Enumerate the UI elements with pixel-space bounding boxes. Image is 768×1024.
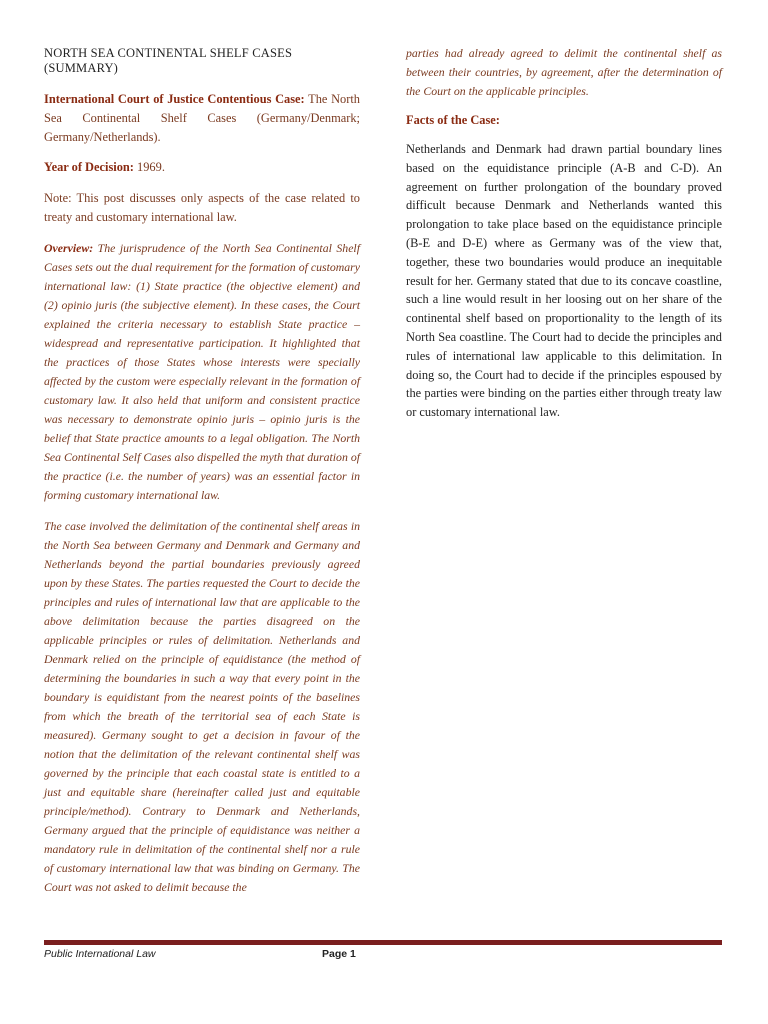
overview-paragraph (44, 239, 360, 505)
year-value: 1969. (133, 160, 165, 175)
left-column (44, 44, 360, 909)
year-label: Year of Decision: (44, 160, 134, 175)
overview-label: Overview: (44, 240, 94, 255)
facts-paragraph: Netherlands and Denmark had drawn partial boundary lines based on the equidistance principle (A-B and C-D). An agreement on further prolongation of the boundary proved difficult because Denmark and Netherlands wanted this prolongation to take place based on the equidistance principle (B-E and D-E) where as Germany was of the view that, together, these two boundaries would produce an inequitable result for her. Germany stated that due to its concave coastline, such a line would result in her loosing out on her share of the continental shelf based on proportionality to the length of its North Sea coastline. The Court had to decide the principles and rules of international law applicable to this delimitation. In doing so, the Court had to decide if the principles espoused by the parties were binding on the parties either through treaty law or customary international law. (406, 142, 722, 420)
footer-divider (44, 940, 722, 945)
case-paragraph: The case involved the delimitation of the continental shelf areas in the North Sea between Germany and Denmark and Germany and Netherlands beyond the partial boundaries previously agreed upon by these States. The parties requested the Court to decide the principles and rules of international law that are applicable to the above delimitation because the parties disagreed on the applicable principles or rules of delimitation. Netherlands and Denmark relied on the principle of equidistance (the method of determining the boundaries in such a way that every point in the boundary is equidistant from the nearest points of the baselines from which the breath of the territorial sea of each State is measured). Germany sought to get a decision in favour of the notion that the delimitation of the relevant continental shelf was governed by the principle that each coastal state is entitled to a just and equitable share (hereinafter called just and equitable principle/method). Contrary to Denmark and Netherlands, Germany argued that the principle of equidistance was neither a mandatory rule in delimitation of the continental shelf nor a rule of customary international law that was binding on Germany. The Court was not asked to delimit because the (44, 518, 360, 894)
icj-label: International Court of Justice Contentious Case: (44, 92, 305, 106)
icj-paragraph (44, 90, 360, 146)
document-title: NORTH SEA CONTINENTAL SHELF CASES (SUMMARY) (44, 46, 293, 75)
footer-course-title: Public International Law (44, 948, 156, 960)
overview-text: The jurisprudence of the North Sea Continental Shelf Cases sets out the dual requirement for the formation of customary international law: (1) State practice (the objective element) and (2) opinio juris (the subjective element). In these cases, the Court explained the criteria necessary to establish State practice – widespread and representative participation. It highlighted that the practices of those States whose interests were specially affected by the custom were especially relevant in the formation of customary law. It also held that uniform and consistent practice was necessary to demonstrate opinio juris – opinio juris is the belief that State practice amounts to a legal obligation. The North Sea Continental Self Cases also dispelled the myth that duration of the practice (i.e. the number of years) was an essential factor in forming customary international law. (44, 240, 360, 502)
year-paragraph (44, 158, 360, 177)
page-number: Page 1 (322, 948, 356, 960)
icj-text: The North Sea Continental Shelf Cases (Germany/Denmark; Germany/Netherlands). (44, 92, 360, 144)
case-continued-paragraph: parties had already agreed to delimit the continental shelf as between their countries, by agreement, after the determination of the Court on the applicable principles. (406, 46, 722, 98)
note-paragraph: Note: This post discusses only aspects of the case related to treaty and customary international law. (44, 191, 360, 224)
facts-heading: Facts of the Case: (406, 113, 500, 127)
right-column (406, 44, 722, 422)
